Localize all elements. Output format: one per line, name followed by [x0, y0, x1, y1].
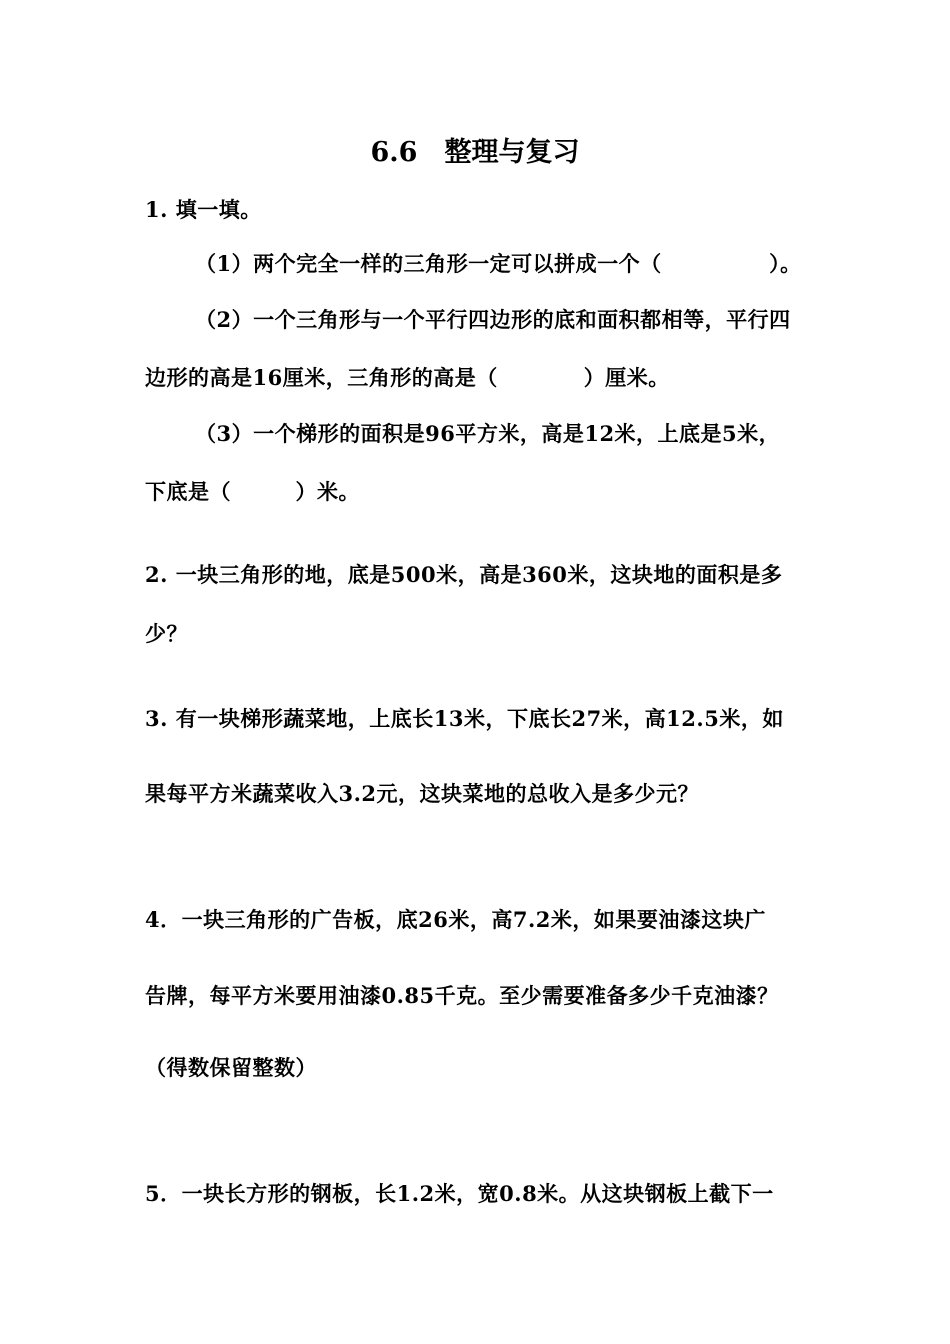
question-4-note: （得数保留整数） [145, 1055, 317, 1080]
question-4-line-2: 告牌，每平方米要用油漆0.85千克。至少需要准备多少千克油漆？ [145, 983, 779, 1008]
question-2-line-2: 少？ [145, 621, 188, 646]
question-1-heading: 1. 填一填。 [145, 197, 262, 222]
page-title: 6.6 整理与复习 [370, 137, 580, 168]
question-2-line-1: 2. 一块三角形的地，底是500米，高是360米，这块地的面积是多 [145, 562, 783, 587]
question-1-part-2-line-1: （2）一个三角形与一个平行四边形的底和面积都相等，平行四 [195, 307, 791, 332]
question-4-line-1: 4．一块三角形的广告板，底26米，高7.2米，如果要油漆这块广 [145, 907, 766, 932]
question-1-part-3-line-1: （3）一个梯形的面积是96平方米，高是12米，上底是5米， [195, 421, 781, 446]
question-5-line-1: 5．一块长方形的钢板，长1.2米，宽0.8米。从这块钢板上截下一 [145, 1181, 774, 1206]
question-3-line-2: 果每平方米蔬菜收入3.2元，这块菜地的总收入是多少元？ [145, 781, 700, 806]
question-1-part-2-line-2: 边形的高是16厘米，三角形的高是（ ）厘米。 [145, 365, 670, 390]
question-1-part-1: （1）两个完全一样的三角形一定可以拼成一个（ ）。 [195, 251, 802, 276]
question-1-part-3-line-2: 下底是（ ）米。 [145, 479, 360, 504]
question-3-line-1: 3. 有一块梯形蔬菜地，上底长13米，下底长27米，高12.5米，如 [145, 706, 784, 731]
